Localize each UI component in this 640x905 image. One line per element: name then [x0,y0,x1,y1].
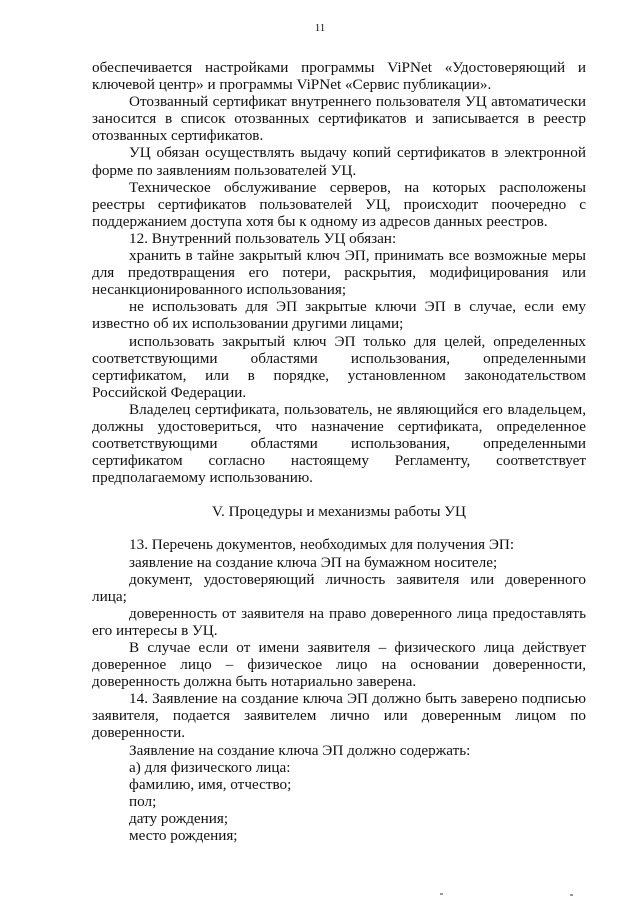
paragraph: 12. Внутренний пользователь УЦ обязан: [129,229,397,247]
paragraph: дату рождения; [129,809,229,827]
paragraphs-after [92,536,586,844]
document-body [92,59,586,844]
paragraph: 14. Заявление на создание ключа ЭП должно быть заверено подписью заявителя, подается заявителем лично или доверенным лицом по доверенности. [92,690,586,742]
paragraph: доверенность от заявителя на право доверенного лица предоставлять его интересы в УЦ. [92,604,586,639]
paragraph: Заявление на создание ключа ЭП должно содержать: [129,741,471,759]
paragraph: УЦ обязан осуществлять выдачу копий сертификатов в электронной форме по заявлениям пользователей УЦ. [92,144,586,179]
paragraph: Отозванный сертификат внутреннего пользователя УЦ автоматически заносится в список отозванных сертификатов и записывается в реестр отозванных сертификатов. [92,93,586,145]
paragraph: документ, удостоверяющий личность заявителя или доверенного лица; [92,570,586,605]
paragraph: фамилию, имя, отчество; [129,775,292,793]
paragraphs-before [92,59,586,486]
paragraph: хранить в тайне закрытый ключ ЭП, принимать все возможные меры для предотвращения его потери, раскрытия, модифицирования или несанкционированного использования; [92,247,586,299]
paragraph: место рождения; [129,827,238,845]
paragraph: Техническое обслуживание серверов, на которых расположены реестры сертификатов пользователей УЦ, происходит поочередно с поддержанием доступа хотя бы к одному из адресов данных реестров. [92,178,586,230]
paragraph: Владелец сертификата, пользователь, не являющийся его владельцем, должны удостовериться, что назначение сертификата, определенное соответствующими областями использования, определенными сертификатом согласно настоящему Регламенту, соответствует предполагаемому использованию. [92,400,586,487]
section-heading: V. Процедуры и механизмы работы УЦ [211,503,467,521]
scan-speck [570,894,573,896]
paragraph: В случае если от имени заявителя – физического лица действует доверенное лицо – физическое лицо на основании доверенности, доверенность должна быть нотариально заверена. [92,639,586,691]
paragraph: 13. Перечень документов, необходимых для получения ЭП: [129,536,515,554]
paragraph: заявление на создание ключа ЭП на бумажном носителе; [129,553,498,571]
paragraph: обеспечивается настройками программы ViPNet «Удостоверяющий и ключевой центр» и программы ViPNet «Сервис публикации». [92,59,586,94]
paragraph: использовать закрытый ключ ЭП только для целей, определенных соответствующими областями использования, определенными сертификатом, или в порядке, установленном законодательством Российской Федерации. [92,332,586,401]
paragraph: не использовать для ЭП закрытые ключи ЭП в случае, если ему известно об их использовании другими лицами; [92,298,586,333]
paragraph: а) для физического лица: [129,758,291,776]
scan-speck [440,893,443,895]
paragraph: пол; [129,792,157,810]
page-number: 11 [314,22,326,34]
